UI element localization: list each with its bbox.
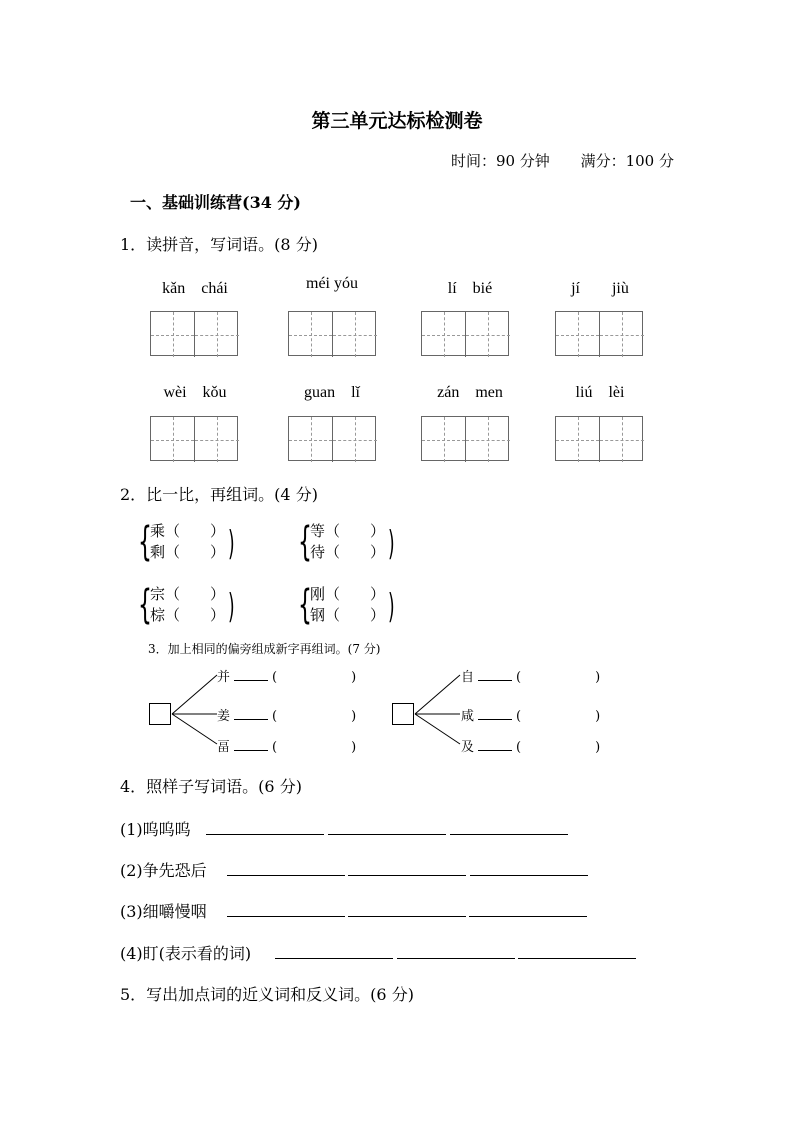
question-2-prompt: 2．比一比，再组词。(4 分) <box>120 485 318 504</box>
right-paren: ) <box>228 524 235 564</box>
pinyin-label: guan lǐ <box>304 384 360 401</box>
question-5-prompt: 5．写出加点词的近义词和反义词。(6 分) <box>120 985 414 1004</box>
left-brace: { <box>138 519 152 565</box>
full-score: 满分：100 分 <box>580 152 674 170</box>
pinyin-label: kǎn chái <box>162 280 228 297</box>
section-heading: 一、基础训练营(34 分) <box>130 193 301 212</box>
radical-row: 姜 ( ) <box>217 705 356 724</box>
right-paren: ) <box>388 587 395 627</box>
example-word: (3)细嚼慢咽 <box>120 902 207 921</box>
answer-line[interactable] <box>518 957 636 959</box>
right-paren: ) <box>228 587 235 627</box>
example-word: (1)呜呜呜 <box>120 820 191 839</box>
question-4-prompt: 4．照样子写词语。(6 分) <box>120 777 302 796</box>
question-3-prompt: 3．加上相同的偏旁组成新字再组词。(7 分) <box>148 642 381 656</box>
pinyin-label: zán men <box>437 384 503 401</box>
compare-item[interactable]: 剩（ ） <box>150 543 226 561</box>
radical-row: 咸 ( ) <box>461 705 600 724</box>
radical-input-box[interactable] <box>392 703 414 725</box>
writing-grid[interactable] <box>421 416 509 461</box>
compare-pair <box>150 521 225 563</box>
answer-line[interactable] <box>450 833 568 835</box>
pinyin-label: jí jiù <box>571 280 629 297</box>
answer-blank[interactable] <box>234 705 268 720</box>
answer-line[interactable] <box>348 874 466 876</box>
radical-row: 及 ( ) <box>461 736 600 755</box>
base-char: 姜 <box>217 709 231 724</box>
compare-item[interactable]: 待（ ） <box>310 543 386 561</box>
compare-item[interactable]: 宗（ ） <box>150 585 226 603</box>
radical-input-box[interactable] <box>149 703 171 725</box>
base-char: 并 <box>217 670 231 685</box>
writing-grid[interactable] <box>150 311 238 356</box>
answer-line[interactable] <box>227 874 345 876</box>
compare-item[interactable]: 乘（ ） <box>150 522 226 540</box>
writing-grid[interactable] <box>555 416 643 461</box>
answer-blank[interactable] <box>234 736 268 751</box>
base-char: 咸 <box>461 709 475 724</box>
page-title: 第三单元达标检测卷 <box>311 110 483 132</box>
answer-line[interactable] <box>469 915 587 917</box>
left-brace: { <box>298 582 312 628</box>
writing-grid[interactable] <box>288 416 376 461</box>
compare-pair <box>310 584 385 626</box>
answer-blank[interactable] <box>478 666 512 681</box>
answer-blank[interactable] <box>234 666 268 681</box>
compare-pair <box>310 521 385 563</box>
answer-blank[interactable] <box>478 736 512 751</box>
exam-meta <box>425 150 674 171</box>
writing-grid[interactable] <box>421 311 509 356</box>
left-brace: { <box>298 519 312 565</box>
writing-grid[interactable] <box>288 311 376 356</box>
answer-line[interactable] <box>470 874 588 876</box>
right-paren: ) <box>388 524 395 564</box>
pinyin-label: wèi kǒu <box>163 384 227 401</box>
compare-pair <box>150 584 225 626</box>
radical-row: 并 ( ) <box>217 666 356 685</box>
base-char: 自 <box>461 670 475 685</box>
compare-item[interactable]: 刚（ ） <box>310 585 386 603</box>
answer-blank[interactable] <box>478 705 512 720</box>
pinyin-label: liú lèi <box>575 384 625 401</box>
writing-grid[interactable] <box>150 416 238 461</box>
pinyin-label: méi yóu <box>306 275 358 292</box>
compare-item[interactable]: 等（ ） <box>310 522 386 540</box>
example-word: (2)争先恐后 <box>120 861 207 880</box>
answer-line[interactable] <box>206 833 324 835</box>
base-char: 畐 <box>217 740 231 755</box>
compare-item[interactable]: 钢（ ） <box>310 606 386 624</box>
writing-grid[interactable] <box>555 311 643 356</box>
answer-line[interactable] <box>328 833 446 835</box>
answer-line[interactable] <box>227 915 345 917</box>
question-1-prompt: 1．读拼音，写词语。(8 分) <box>120 235 318 254</box>
base-char: 及 <box>461 740 475 755</box>
radical-row: 畐 ( ) <box>217 736 356 755</box>
answer-line[interactable] <box>397 957 515 959</box>
radical-row: 自 ( ) <box>461 666 600 685</box>
time-limit: 时间：90 分钟 <box>450 152 550 170</box>
answer-line[interactable] <box>275 957 393 959</box>
left-brace: { <box>138 582 152 628</box>
compare-item[interactable]: 棕（ ） <box>150 606 226 624</box>
example-word: (4)盯(表示看的词) <box>120 944 252 963</box>
pinyin-label: lí bié <box>447 280 493 297</box>
answer-line[interactable] <box>348 915 466 917</box>
